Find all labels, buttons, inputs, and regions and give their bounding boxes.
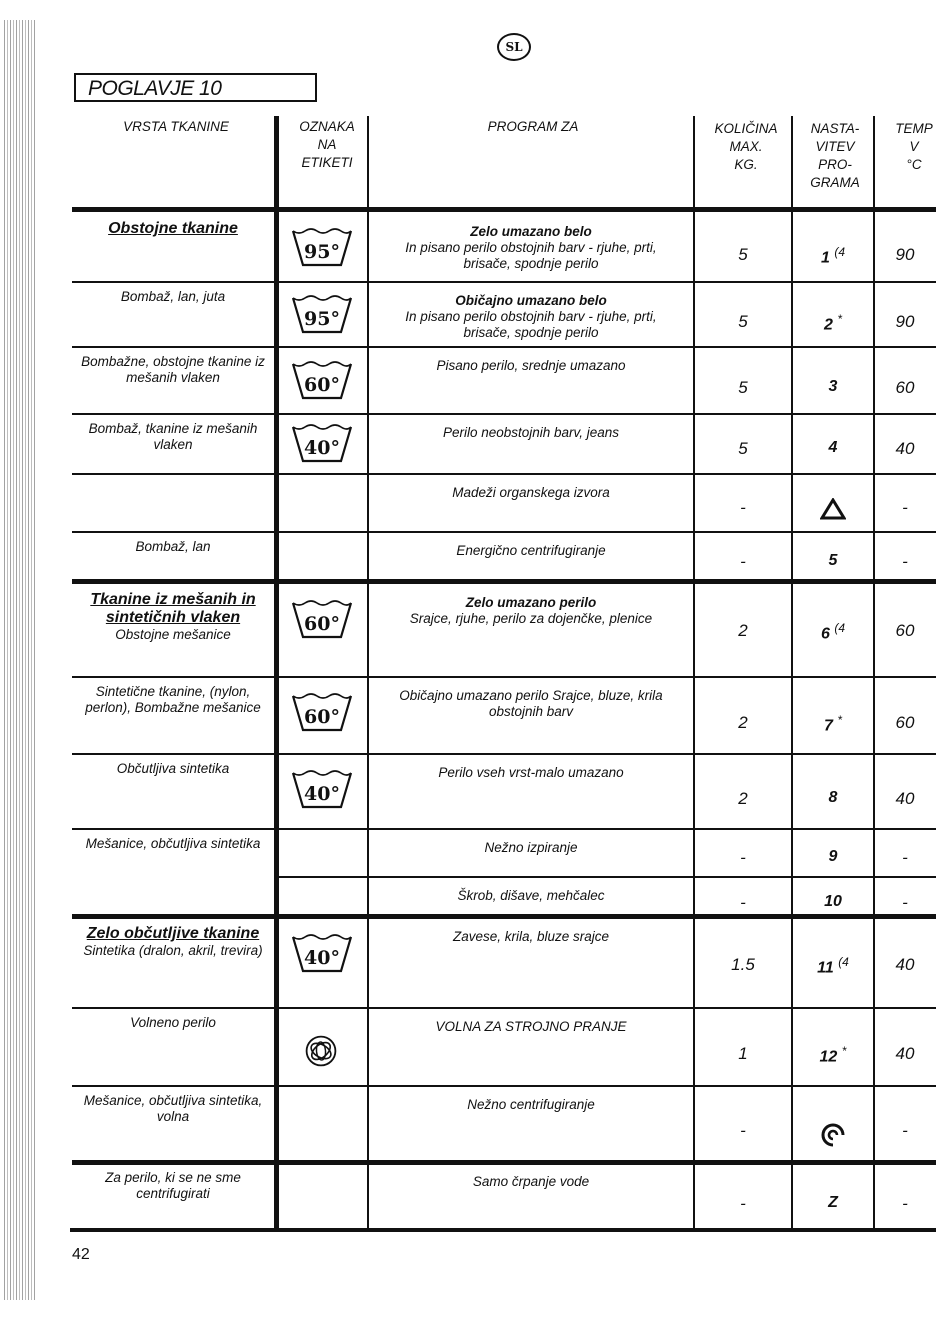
table-rule	[72, 413, 936, 415]
fabric-cell	[78, 421, 268, 453]
fabric-text: Za perilo, ki se ne sme centrifugirati	[105, 1170, 241, 1201]
header-setting-line: NASTA-	[810, 121, 860, 136]
fabric-text: Volneno perilo	[130, 1015, 216, 1030]
header-setting-line: PRO-	[818, 157, 852, 172]
svg-text:60°: 60°	[304, 706, 340, 728]
header-temp	[884, 120, 936, 174]
max-quantity: 1.5	[731, 955, 755, 974]
program-number-value: 6	[820, 625, 830, 643]
header-quantity-line: KOLIČINA	[714, 121, 778, 136]
program-number-value: 11	[817, 959, 834, 977]
max-quantity: 1	[738, 1044, 748, 1063]
header-label-line: NA	[317, 137, 337, 152]
fabric-cell	[78, 354, 268, 386]
fabric-cell	[78, 925, 268, 959]
program-text: Nežno centrifugiranje	[467, 1097, 595, 1112]
svg-text:95°: 95°	[304, 240, 340, 263]
table-rule	[72, 753, 936, 755]
program-footnote: (4	[834, 244, 846, 259]
svg-text:95°: 95°	[304, 307, 340, 330]
header-quantity-line: KG.	[734, 157, 758, 172]
program-number	[792, 245, 874, 267]
program-cell	[382, 358, 680, 374]
program-number	[792, 893, 874, 911]
program-number	[792, 312, 874, 334]
header-label-line: OZNAKA	[299, 119, 355, 134]
care-label-wash-icon	[291, 767, 353, 811]
program-heading: Običajno umazano belo	[455, 293, 607, 308]
header-temp-line: V	[909, 139, 919, 154]
program-cell	[382, 224, 680, 272]
program-text: Srajce, rjuhe, perilo za dojenčke, plenice	[409, 611, 653, 626]
wool-wash-icon	[303, 1033, 339, 1074]
max-quantity: 5	[738, 244, 748, 264]
program-text: Perilo neobstojnih barv, jeans	[442, 425, 620, 440]
program-number	[792, 1194, 874, 1212]
care-label-wash-icon	[291, 421, 353, 465]
program-number	[792, 378, 874, 396]
fabric-cell	[78, 1015, 268, 1031]
program-text: Zavese, krila, bluze srajce	[452, 929, 610, 944]
language-badge: SL	[497, 33, 531, 61]
fabric-text: Obstojne mešanice	[115, 627, 231, 642]
program-cell	[382, 688, 680, 720]
header-program: PROGRAM ZA	[487, 119, 579, 134]
wash-temperature: 60	[895, 712, 915, 732]
fabric-cell	[78, 539, 268, 555]
fabric-text: Sintetične tkanine, (nylon, perlon), Bombažne mešanice	[85, 684, 261, 715]
program-text: Nežno izpiranje	[484, 840, 578, 855]
svg-text:40°: 40°	[304, 947, 340, 969]
header-setting	[794, 120, 876, 192]
fabric-cell	[78, 761, 268, 777]
table-rule	[72, 1085, 936, 1087]
program-cell	[382, 595, 680, 627]
fabric-cell	[78, 220, 268, 238]
program-footnote: *	[837, 311, 843, 326]
program-number-value: 10	[824, 892, 842, 910]
header-temp-line: TEMP	[895, 121, 933, 136]
table-rule	[72, 346, 936, 348]
program-text: Madeži organskega izvora	[452, 485, 610, 500]
program-cell	[382, 1097, 680, 1113]
program-text: Škrob, dišave, mehčalec	[457, 888, 605, 903]
program-number	[792, 439, 874, 457]
program-number-value: 9	[828, 848, 838, 865]
table-rule	[72, 473, 936, 475]
header-temp-line: °C	[906, 157, 922, 172]
wash-temperature: -	[902, 892, 908, 912]
wash-temperature: 40	[895, 1044, 915, 1063]
table-rule	[367, 116, 369, 1230]
program-text: Perilo vseh vrst-malo umazano	[438, 765, 624, 780]
program-cell	[382, 1174, 680, 1190]
max-quantity: -	[740, 1120, 746, 1140]
header-label	[282, 118, 372, 172]
program-number-value: 5	[828, 552, 838, 569]
max-quantity: -	[740, 848, 746, 867]
program-footnote: (4	[838, 955, 849, 969]
max-quantity: 2	[738, 712, 748, 732]
program-text: Pisano perilo, srednje umazano	[436, 358, 626, 373]
fabric-text: Bombaž, lan, juta	[120, 289, 226, 304]
program-footnote: (4	[834, 621, 846, 635]
wash-temperature: 60	[895, 621, 915, 640]
table-rule	[72, 828, 936, 830]
program-text: In pisano perilo obstojnih barv - rjuhe, prti, brisače, spodnje perilo	[405, 309, 657, 340]
program-number	[792, 1121, 874, 1154]
care-label-wash-icon	[291, 597, 353, 641]
wash-temperature: -	[902, 498, 908, 517]
program-number-value: 3	[828, 377, 838, 395]
program-number-value: 7	[823, 716, 833, 734]
program-number-value: 8	[828, 788, 838, 806]
fabric-heading: Obstojne tkanine	[108, 220, 238, 237]
fabric-text: Mešanice, občutljiva sintetika, volna	[83, 1093, 263, 1124]
program-cell	[382, 485, 680, 501]
program-text: Energično centrifugiranje	[456, 543, 606, 558]
fabric-heading: Zelo občutljive tkanine	[86, 925, 260, 942]
header-setting-line: VITEV	[815, 139, 855, 154]
table-rule	[274, 116, 279, 1230]
fabric-cell	[78, 591, 268, 643]
fabric-cell	[78, 836, 268, 852]
program-number	[792, 789, 874, 807]
wash-temperature: 60	[895, 377, 915, 397]
program-number-value: 1	[820, 248, 830, 266]
fabric-cell	[78, 289, 268, 305]
header-label-line: ETIKETI	[301, 155, 353, 170]
table-rule	[72, 281, 936, 283]
header-setting-line: GRAMA	[810, 175, 860, 190]
wash-temperature: 40	[895, 788, 915, 808]
fabric-text: Sintetika (dralon, akril, trevira)	[83, 943, 263, 958]
svg-text:40°: 40°	[304, 437, 340, 459]
program-text: Običajno umazano perilo Srajce, bluze, krila obstojnih barv	[399, 688, 663, 719]
wash-temperature: 40	[895, 955, 915, 974]
header-quantity-line: MAX.	[729, 139, 763, 154]
care-label-wash-icon	[291, 358, 353, 402]
care-label-wash-icon	[291, 690, 353, 734]
table-rule	[72, 207, 936, 212]
program-cell	[382, 425, 680, 441]
program-number	[792, 621, 874, 643]
program-number	[792, 713, 874, 735]
max-quantity: 5	[738, 311, 748, 331]
table-rule	[70, 1228, 936, 1232]
fabric-text: Bombaž, lan	[135, 539, 211, 554]
program-cell	[382, 543, 680, 559]
table-rule	[276, 876, 936, 878]
program-cell	[382, 293, 680, 341]
care-label-wash-icon	[291, 931, 353, 975]
wash-temperature: -	[902, 1120, 908, 1140]
svg-text:60°: 60°	[304, 373, 340, 396]
max-quantity: 5	[738, 439, 748, 458]
max-quantity: 2	[738, 621, 748, 640]
fabric-cell	[78, 1093, 268, 1125]
table-rule	[72, 531, 936, 533]
program-text: VOLNA ZA STROJNO PRANJE	[435, 1019, 627, 1034]
program-cell	[382, 765, 680, 781]
program-number-value: Z	[828, 1194, 838, 1211]
program-number-value: 12	[819, 1048, 838, 1066]
binding-edge	[4, 20, 36, 1300]
wash-temperature: -	[902, 848, 908, 867]
triangle-icon	[820, 498, 846, 520]
program-number-value: 4	[828, 439, 838, 456]
program-number	[792, 498, 874, 525]
header-fabric: VRSTA TKANINE	[123, 119, 229, 134]
fabric-text: Mešanice, občutljiva sintetika	[85, 836, 261, 851]
table-rule	[72, 676, 936, 678]
max-quantity: -	[740, 552, 746, 571]
fabric-cell	[78, 1170, 268, 1202]
max-quantity: -	[740, 498, 746, 517]
program-cell	[382, 888, 680, 904]
program-cell	[382, 1019, 680, 1035]
program-cell	[382, 840, 680, 856]
wash-temperature: -	[902, 1194, 908, 1213]
wash-temperature: 90	[895, 244, 915, 264]
fabric-text: Bombažne, obstojne tkanine iz mešanih vlaken	[81, 354, 265, 385]
max-quantity: 2	[738, 788, 748, 808]
wash-temperature: 40	[895, 439, 915, 458]
program-number	[792, 1044, 874, 1066]
svg-text:40°: 40°	[304, 783, 340, 805]
max-quantity: -	[740, 892, 746, 912]
header-quantity	[698, 120, 794, 174]
program-footnote: *	[837, 712, 843, 727]
care-label-wash-icon	[291, 292, 353, 336]
program-footnote: *	[841, 1044, 847, 1058]
program-text: In pisano perilo obstojnih barv - rjuhe, prti, brisače, spodnje perilo	[405, 240, 657, 271]
program-text: Samo črpanje vode	[472, 1174, 590, 1189]
fabric-heading: Tkanine iz mešanih in sintetičnih vlaken	[90, 591, 256, 626]
table-rule	[72, 914, 936, 919]
page-number: 42	[72, 1246, 90, 1263]
chapter-title: POGLAVJE 10	[74, 73, 317, 102]
program-number-value: 2	[823, 315, 833, 333]
wash-temperature: -	[902, 552, 908, 571]
program-cell	[382, 929, 680, 945]
table-rule	[72, 1007, 936, 1009]
program-number	[792, 552, 874, 570]
table-rule	[72, 1160, 936, 1165]
gentle-spin-icon	[819, 1121, 847, 1149]
fabric-cell	[78, 684, 268, 716]
program-heading: Zelo umazano belo	[470, 224, 592, 239]
program-heading: Zelo umazano perilo	[465, 595, 597, 610]
fabric-text: Bombaž, tkanine iz mešanih vlaken	[88, 421, 258, 452]
max-quantity: -	[740, 1194, 746, 1213]
table-rule	[72, 579, 936, 584]
program-number	[792, 955, 874, 977]
program-number	[792, 848, 874, 866]
svg-text:60°: 60°	[304, 613, 340, 635]
wash-temperature: 90	[895, 311, 915, 331]
care-label-wash-icon	[291, 225, 353, 269]
max-quantity: 5	[738, 377, 748, 397]
fabric-text: Občutljiva sintetika	[116, 761, 230, 776]
